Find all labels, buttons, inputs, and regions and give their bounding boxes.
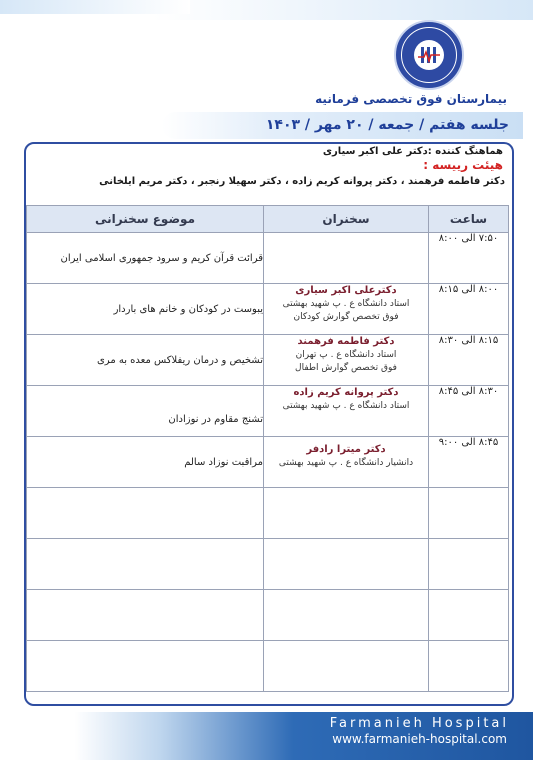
header-speaker: سخنران	[264, 206, 429, 233]
empty-cell	[27, 641, 264, 692]
empty-cell	[27, 539, 264, 590]
speaker-name: دکتر فاطمه فرهمند	[297, 336, 395, 347]
table-row-empty	[27, 539, 509, 590]
board-members: دکتر فاطمه فرهمند ، دکتر پروانه کریم زاده ، دکتر سهیلا رنجبر ، دکتر مریم ایلخانی	[99, 176, 505, 187]
topic-text: تشنج مقاوم در نوزادان	[168, 414, 263, 425]
speaker-cell	[264, 386, 429, 437]
speaker-affiliation: استاد دانشگاه ع . پ تهران	[295, 350, 397, 360]
topic-cell	[27, 233, 264, 284]
table-row	[27, 335, 509, 386]
program-table	[26, 205, 509, 692]
speaker-cell	[264, 335, 429, 386]
table-row-empty	[27, 590, 509, 641]
speaker-specialty: فوق تخصص گوارش اطفال	[295, 363, 397, 373]
time-cell: ۸:۳۰ الی ۸:۴۵	[429, 386, 509, 437]
header-time: ساعت	[429, 206, 509, 233]
empty-cell	[429, 641, 509, 692]
empty-cell	[429, 539, 509, 590]
empty-cell	[264, 488, 429, 539]
empty-cell	[27, 590, 264, 641]
topic-text: تشخیص و درمان ریفلاکس معده به مری	[96, 355, 263, 366]
table-row	[27, 233, 509, 284]
coordinator-line: هماهنگ کننده :دکتر علی اکبر سیاری	[322, 146, 503, 157]
topic-cell	[27, 335, 264, 386]
table-row-empty	[27, 488, 509, 539]
empty-cell	[429, 488, 509, 539]
session-title: جلسه هفتم / جمعه / ۲۰ مهر / ۱۴۰۳	[265, 117, 509, 133]
hospital-logo	[394, 20, 464, 90]
speaker-cell	[264, 284, 429, 335]
topic-text: مراقبت نوزاد سالم	[184, 457, 263, 468]
table-row	[27, 437, 509, 488]
hospital-name: بیمارستان فوق تخصصی فرمانیه	[315, 92, 507, 106]
table-row-empty	[27, 641, 509, 692]
footer-hospital-name: Farmanieh Hospital	[329, 716, 509, 731]
time-cell: ۷:۵۰ الی ۸:۰۰	[429, 233, 509, 284]
speaker-affiliation: دانشیار دانشگاه ع . پ شهید بهشتی	[278, 458, 414, 468]
logo-emblem	[414, 40, 444, 70]
header-gradient-decoration	[153, 0, 533, 20]
empty-cell	[264, 590, 429, 641]
empty-cell	[264, 539, 429, 590]
empty-cell	[264, 641, 429, 692]
speaker-cell	[264, 233, 429, 284]
corner-decoration	[0, 0, 190, 14]
empty-cell	[27, 488, 264, 539]
speaker-name: دکتر پروانه کریم زاده	[293, 387, 399, 398]
topic-cell	[27, 386, 264, 437]
topic-cell	[27, 284, 264, 335]
speaker-name: دکترعلی اکبر سیاری	[295, 285, 397, 296]
speaker-name: دکتر میترا رادفر	[306, 444, 386, 455]
topic-cell	[27, 437, 264, 488]
topic-text: یبوست در کودکان و خانم های باردار	[113, 304, 263, 315]
logo-mark-icon	[414, 40, 444, 70]
header-topic: موضوع سخنرانی	[27, 206, 264, 233]
table-row	[27, 284, 509, 335]
speaker-affiliation: استاد دانشگاه ع . پ شهید بهشتی	[282, 401, 410, 411]
board-label: هیئت رییسه :	[423, 158, 503, 172]
footer-website: www.farmanieh-hospital.com	[332, 732, 507, 746]
time-cell: ۸:۰۰ الی ۸:۱۵	[429, 284, 509, 335]
table-row	[27, 386, 509, 437]
speaker-affiliation: استاد دانشگاه ع . پ شهید بهشتی	[282, 299, 410, 309]
topic-text: قرائت قرآن کریم و سرود جمهوری اسلامی ایران	[60, 253, 263, 264]
speaker-specialty: فوق تخصص گوارش کودکان	[293, 312, 399, 322]
time-cell: ۸:۴۵ الی ۹:۰۰	[429, 437, 509, 488]
speaker-cell	[264, 437, 429, 488]
empty-cell	[429, 590, 509, 641]
table-header-row	[27, 206, 509, 233]
time-cell: ۸:۱۵ الی ۸:۳۰	[429, 335, 509, 386]
